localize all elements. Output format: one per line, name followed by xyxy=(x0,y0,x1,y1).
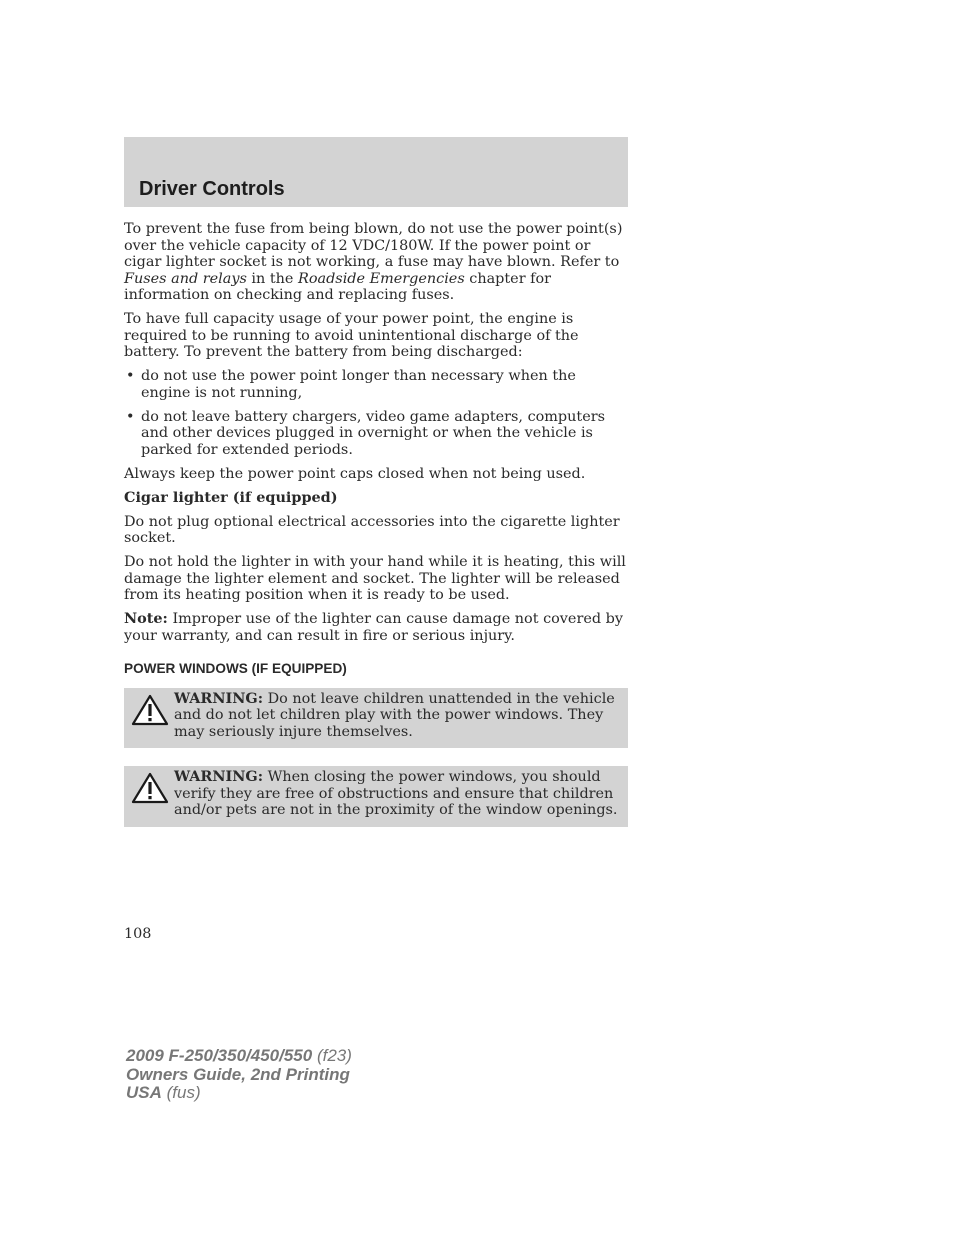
publication-footer xyxy=(126,1047,352,1103)
note-label: Note: xyxy=(124,610,168,627)
cigar-paragraph-1: Do not plug optional electrical accessories into the cigarette lighter socket. xyxy=(124,513,620,546)
warning-triangle-icon xyxy=(130,771,170,805)
fuse-paragraph: To prevent the fuse from being blown, do not use the power point(s) over the vehicle capacity of 12 VDC/180W. If the power point or cigar lighter socket is not working, a fuse may have blown. Refer to Fuses and relays in the Roadside Emergencies chapter for information on checking and replacing fuses. xyxy=(124,221,623,303)
caps-paragraph: Always keep the power point caps closed when not being used. xyxy=(124,465,586,482)
page-number: 108 xyxy=(124,926,152,942)
warning-triangle-icon xyxy=(130,693,170,727)
list-item: • do not use the power point longer than necessary when the engine is not running, xyxy=(124,368,628,401)
battery-bullet-list xyxy=(124,368,628,458)
warning-box xyxy=(124,688,628,749)
warning-text: When closing the power windows, you should verify they are free of obstructions and ensure that children and/or pets are not in the proximity of the window openings. xyxy=(174,769,618,818)
power-windows-heading: POWER WINDOWS (IF EQUIPPED) xyxy=(124,661,347,676)
warning-label: WARNING: xyxy=(174,689,264,707)
page-content xyxy=(124,221,628,845)
warning-text: Do not leave children unattended in the vehicle and do not let children play with the power windows. They may seriously injure themselves. xyxy=(174,690,615,740)
footer-line-model: 2009 F-250/350/450/550 (f23) xyxy=(126,1046,352,1065)
footer-line-market: USA (fus) xyxy=(126,1083,201,1102)
capacity-paragraph: To have full capacity usage of your power point, the engine is required to be running to avoid unintentional discharge of the battery. To prevent the battery from being discharged: xyxy=(124,311,579,360)
warning-box xyxy=(124,766,628,827)
roadside-emergencies-reference: Roadside Emergencies xyxy=(298,270,465,287)
cigar-lighter-heading: Cigar lighter (if equipped) xyxy=(124,488,338,506)
footer-line-edition: Owners Guide, 2nd Printing xyxy=(126,1064,350,1084)
section-title: Driver Controls xyxy=(139,178,285,200)
fuses-relays-reference: Fuses and relays xyxy=(124,270,247,287)
warning-label: WARNING: xyxy=(174,768,264,785)
cigar-note: Note: Improper use of the lighter can cause damage not covered by your warranty, and can result in fire or serious injury. xyxy=(124,610,623,644)
section-header-band xyxy=(124,137,628,207)
list-item: • do not leave battery chargers, video game adapters, computers and other devices plugged in overnight or when the vehicle is parked for extended periods. xyxy=(124,409,628,459)
cigar-paragraph-2: Do not hold the lighter in with your hand while it is heating, this will damage the lighter element and socket. The lighter will be released from its heating position when it is ready to be used. xyxy=(124,554,626,603)
